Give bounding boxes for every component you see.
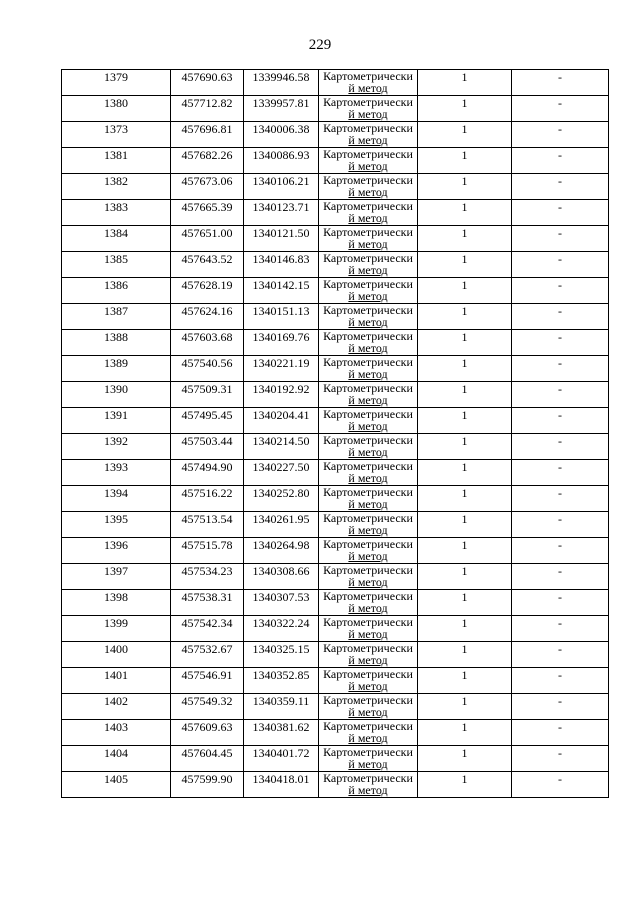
y-coordinate-cell: 1340418.01 xyxy=(244,772,319,798)
note-cell: - xyxy=(512,382,609,408)
note-cell: - xyxy=(512,148,609,174)
method-line-1: Картометрически xyxy=(323,199,413,213)
method-cell xyxy=(319,538,418,564)
accuracy-cell: 1 xyxy=(418,538,512,564)
note-cell: - xyxy=(512,304,609,330)
method-cell xyxy=(319,642,418,668)
x-coordinate-cell: 457673.06 xyxy=(171,174,244,200)
method-cell xyxy=(319,200,418,226)
y-coordinate-cell: 1340325.15 xyxy=(244,642,319,668)
y-coordinate-cell: 1339957.81 xyxy=(244,96,319,122)
method-line-1: Картометрически xyxy=(323,563,413,577)
note-cell: - xyxy=(512,564,609,590)
point-number-cell: 1400 xyxy=(62,642,171,668)
method-line-2: й метод xyxy=(348,445,388,459)
method-line-1: Картометрически xyxy=(323,667,413,681)
method-cell xyxy=(319,486,418,512)
accuracy-cell: 1 xyxy=(418,590,512,616)
method-line-2: й метод xyxy=(348,159,388,173)
method-cell xyxy=(319,330,418,356)
accuracy-cell: 1 xyxy=(418,460,512,486)
y-coordinate-cell: 1340204.41 xyxy=(244,408,319,434)
method-line-1: Картометрически xyxy=(323,355,413,369)
note-cell: - xyxy=(512,96,609,122)
x-coordinate-cell: 457599.90 xyxy=(171,772,244,798)
method-line-2: й метод xyxy=(348,341,388,355)
table-row xyxy=(62,486,609,512)
method-line-2: й метод xyxy=(348,133,388,147)
method-line-2: й метод xyxy=(348,679,388,693)
method-cell xyxy=(319,122,418,148)
accuracy-cell: 1 xyxy=(418,746,512,772)
point-number-cell: 1394 xyxy=(62,486,171,512)
method-cell xyxy=(319,278,418,304)
x-coordinate-cell: 457628.19 xyxy=(171,278,244,304)
point-number-cell: 1379 xyxy=(62,70,171,96)
method-line-1: Картометрически xyxy=(323,589,413,603)
note-cell: - xyxy=(512,122,609,148)
table-row xyxy=(62,564,609,590)
method-line-2: й метод xyxy=(348,497,388,511)
note-cell: - xyxy=(512,226,609,252)
method-line-2: й метод xyxy=(348,81,388,95)
method-line-1: Картометрически xyxy=(323,537,413,551)
method-line-1: Картометрически xyxy=(323,719,413,733)
method-line-2: й метод xyxy=(348,185,388,199)
y-coordinate-cell: 1340151.13 xyxy=(244,304,319,330)
method-cell xyxy=(319,96,418,122)
y-coordinate-cell: 1340307.53 xyxy=(244,590,319,616)
method-line-1: Картометрически xyxy=(323,511,413,525)
method-line-1: Картометрически xyxy=(323,251,413,265)
x-coordinate-cell: 457604.45 xyxy=(171,746,244,772)
accuracy-cell: 1 xyxy=(418,122,512,148)
x-coordinate-cell: 457690.63 xyxy=(171,70,244,96)
x-coordinate-cell: 457495.45 xyxy=(171,408,244,434)
method-cell xyxy=(319,408,418,434)
point-number-cell: 1391 xyxy=(62,408,171,434)
accuracy-cell: 1 xyxy=(418,616,512,642)
x-coordinate-cell: 457643.52 xyxy=(171,252,244,278)
table-row xyxy=(62,226,609,252)
note-cell: - xyxy=(512,668,609,694)
method-line-1: Картометрически xyxy=(323,615,413,629)
method-line-2: й метод xyxy=(348,653,388,667)
method-cell xyxy=(319,356,418,382)
x-coordinate-cell: 457549.32 xyxy=(171,694,244,720)
method-cell xyxy=(319,226,418,252)
y-coordinate-cell: 1340086.93 xyxy=(244,148,319,174)
y-coordinate-cell: 1340401.72 xyxy=(244,746,319,772)
y-coordinate-cell: 1340169.76 xyxy=(244,330,319,356)
x-coordinate-cell: 457696.81 xyxy=(171,122,244,148)
method-cell xyxy=(319,382,418,408)
accuracy-cell: 1 xyxy=(418,200,512,226)
method-line-2: й метод xyxy=(348,783,388,797)
x-coordinate-cell: 457509.31 xyxy=(171,382,244,408)
x-coordinate-cell: 457494.90 xyxy=(171,460,244,486)
note-cell: - xyxy=(512,590,609,616)
method-line-2: й метод xyxy=(348,211,388,225)
method-line-1: Картометрически xyxy=(323,69,413,83)
coordinates-table xyxy=(61,69,609,798)
point-number-cell: 1401 xyxy=(62,668,171,694)
table-row xyxy=(62,252,609,278)
point-number-cell: 1405 xyxy=(62,772,171,798)
y-coordinate-cell: 1340146.83 xyxy=(244,252,319,278)
table-row xyxy=(62,356,609,382)
method-cell xyxy=(319,746,418,772)
method-line-2: й метод xyxy=(348,289,388,303)
method-cell xyxy=(319,590,418,616)
method-line-1: Картометрически xyxy=(323,225,413,239)
method-cell xyxy=(319,434,418,460)
method-cell xyxy=(319,668,418,694)
method-line-1: Картометрически xyxy=(323,303,413,317)
method-cell xyxy=(319,772,418,798)
method-line-2: й метод xyxy=(348,107,388,121)
method-line-1: Картометрически xyxy=(323,95,413,109)
accuracy-cell: 1 xyxy=(418,304,512,330)
point-number-cell: 1397 xyxy=(62,564,171,590)
note-cell: - xyxy=(512,720,609,746)
x-coordinate-cell: 457682.26 xyxy=(171,148,244,174)
method-line-1: Картометрически xyxy=(323,381,413,395)
x-coordinate-cell: 457540.56 xyxy=(171,356,244,382)
accuracy-cell: 1 xyxy=(418,174,512,200)
accuracy-cell: 1 xyxy=(418,252,512,278)
note-cell: - xyxy=(512,642,609,668)
note-cell: - xyxy=(512,356,609,382)
point-number-cell: 1399 xyxy=(62,616,171,642)
table-row xyxy=(62,460,609,486)
y-coordinate-cell: 1340221.19 xyxy=(244,356,319,382)
table-row xyxy=(62,590,609,616)
table-row xyxy=(62,668,609,694)
x-coordinate-cell: 457513.54 xyxy=(171,512,244,538)
point-number-cell: 1395 xyxy=(62,512,171,538)
point-number-cell: 1384 xyxy=(62,226,171,252)
method-line-2: й метод xyxy=(348,627,388,641)
accuracy-cell: 1 xyxy=(418,668,512,694)
y-coordinate-cell: 1340308.66 xyxy=(244,564,319,590)
point-number-cell: 1373 xyxy=(62,122,171,148)
method-line-1: Картометрически xyxy=(323,771,413,785)
table-row xyxy=(62,330,609,356)
point-number-cell: 1383 xyxy=(62,200,171,226)
accuracy-cell: 1 xyxy=(418,330,512,356)
y-coordinate-cell: 1340192.92 xyxy=(244,382,319,408)
y-coordinate-cell: 1340359.11 xyxy=(244,694,319,720)
x-coordinate-cell: 457515.78 xyxy=(171,538,244,564)
note-cell: - xyxy=(512,70,609,96)
table-row xyxy=(62,304,609,330)
method-line-1: Картометрически xyxy=(323,485,413,499)
accuracy-cell: 1 xyxy=(418,278,512,304)
point-number-cell: 1396 xyxy=(62,538,171,564)
table-row xyxy=(62,616,609,642)
method-cell xyxy=(319,70,418,96)
table-row xyxy=(62,70,609,96)
method-line-2: й метод xyxy=(348,237,388,251)
accuracy-cell: 1 xyxy=(418,70,512,96)
y-coordinate-cell: 1340106.21 xyxy=(244,174,319,200)
note-cell: - xyxy=(512,486,609,512)
y-coordinate-cell: 1340227.50 xyxy=(244,460,319,486)
accuracy-cell: 1 xyxy=(418,512,512,538)
x-coordinate-cell: 457624.16 xyxy=(171,304,244,330)
y-coordinate-cell: 1340381.62 xyxy=(244,720,319,746)
method-line-2: й метод xyxy=(348,731,388,745)
method-line-2: й метод xyxy=(348,549,388,563)
x-coordinate-cell: 457516.22 xyxy=(171,486,244,512)
accuracy-cell: 1 xyxy=(418,434,512,460)
table-row xyxy=(62,538,609,564)
accuracy-cell: 1 xyxy=(418,408,512,434)
x-coordinate-cell: 457534.23 xyxy=(171,564,244,590)
accuracy-cell: 1 xyxy=(418,486,512,512)
method-line-1: Картометрически xyxy=(323,173,413,187)
point-number-cell: 1403 xyxy=(62,720,171,746)
accuracy-cell: 1 xyxy=(418,772,512,798)
note-cell: - xyxy=(512,512,609,538)
method-line-2: й метод xyxy=(348,601,388,615)
note-cell: - xyxy=(512,278,609,304)
note-cell: - xyxy=(512,434,609,460)
x-coordinate-cell: 457503.44 xyxy=(171,434,244,460)
note-cell: - xyxy=(512,252,609,278)
x-coordinate-cell: 457603.68 xyxy=(171,330,244,356)
method-line-2: й метод xyxy=(348,263,388,277)
y-coordinate-cell: 1340352.85 xyxy=(244,668,319,694)
method-line-2: й метод xyxy=(348,575,388,589)
method-line-1: Картометрически xyxy=(323,147,413,161)
method-cell xyxy=(319,304,418,330)
note-cell: - xyxy=(512,460,609,486)
accuracy-cell: 1 xyxy=(418,148,512,174)
y-coordinate-cell: 1340123.71 xyxy=(244,200,319,226)
note-cell: - xyxy=(512,538,609,564)
point-number-cell: 1392 xyxy=(62,434,171,460)
table-row xyxy=(62,148,609,174)
method-line-1: Картометрически xyxy=(323,433,413,447)
point-number-cell: 1402 xyxy=(62,694,171,720)
method-line-1: Картометрически xyxy=(323,277,413,291)
method-line-2: й метод xyxy=(348,523,388,537)
point-number-cell: 1393 xyxy=(62,460,171,486)
table-row xyxy=(62,694,609,720)
point-number-cell: 1404 xyxy=(62,746,171,772)
method-cell xyxy=(319,564,418,590)
point-number-cell: 1388 xyxy=(62,330,171,356)
x-coordinate-cell: 457538.31 xyxy=(171,590,244,616)
x-coordinate-cell: 457665.39 xyxy=(171,200,244,226)
method-cell xyxy=(319,616,418,642)
table-body xyxy=(62,70,609,798)
accuracy-cell: 1 xyxy=(418,642,512,668)
table-row xyxy=(62,408,609,434)
method-line-1: Картометрически xyxy=(323,329,413,343)
point-number-cell: 1389 xyxy=(62,356,171,382)
x-coordinate-cell: 457609.63 xyxy=(171,720,244,746)
table-row xyxy=(62,772,609,798)
table-row xyxy=(62,122,609,148)
method-line-1: Картометрически xyxy=(323,641,413,655)
point-number-cell: 1382 xyxy=(62,174,171,200)
method-cell xyxy=(319,512,418,538)
note-cell: - xyxy=(512,174,609,200)
note-cell: - xyxy=(512,616,609,642)
point-number-cell: 1385 xyxy=(62,252,171,278)
x-coordinate-cell: 457651.00 xyxy=(171,226,244,252)
method-cell xyxy=(319,694,418,720)
note-cell: - xyxy=(512,746,609,772)
method-line-2: й метод xyxy=(348,367,388,381)
note-cell: - xyxy=(512,772,609,798)
method-cell xyxy=(319,252,418,278)
x-coordinate-cell: 457542.34 xyxy=(171,616,244,642)
table-row xyxy=(62,382,609,408)
note-cell: - xyxy=(512,200,609,226)
method-line-2: й метод xyxy=(348,393,388,407)
x-coordinate-cell: 457532.67 xyxy=(171,642,244,668)
table-row xyxy=(62,278,609,304)
method-line-2: й метод xyxy=(348,705,388,719)
method-cell xyxy=(319,148,418,174)
table-row xyxy=(62,642,609,668)
y-coordinate-cell: 1340264.98 xyxy=(244,538,319,564)
table-row xyxy=(62,512,609,538)
x-coordinate-cell: 457712.82 xyxy=(171,96,244,122)
y-coordinate-cell: 1340252.80 xyxy=(244,486,319,512)
accuracy-cell: 1 xyxy=(418,226,512,252)
y-coordinate-cell: 1340261.95 xyxy=(244,512,319,538)
table-row xyxy=(62,96,609,122)
page-number: 229 xyxy=(308,37,332,53)
accuracy-cell: 1 xyxy=(418,564,512,590)
method-line-1: Картометрически xyxy=(323,407,413,421)
method-line-2: й метод xyxy=(348,419,388,433)
table-row xyxy=(62,174,609,200)
method-line-1: Картометрически xyxy=(323,745,413,759)
method-line-1: Картометрически xyxy=(323,459,413,473)
method-line-2: й метод xyxy=(348,757,388,771)
point-number-cell: 1381 xyxy=(62,148,171,174)
note-cell: - xyxy=(512,330,609,356)
note-cell: - xyxy=(512,694,609,720)
table-row xyxy=(62,200,609,226)
method-line-1: Картометрически xyxy=(323,121,413,135)
y-coordinate-cell: 1340006.38 xyxy=(244,122,319,148)
point-number-cell: 1398 xyxy=(62,590,171,616)
y-coordinate-cell: 1340214.50 xyxy=(244,434,319,460)
method-cell xyxy=(319,460,418,486)
accuracy-cell: 1 xyxy=(418,382,512,408)
point-number-cell: 1386 xyxy=(62,278,171,304)
table-row xyxy=(62,720,609,746)
accuracy-cell: 1 xyxy=(418,720,512,746)
y-coordinate-cell: 1340142.15 xyxy=(244,278,319,304)
accuracy-cell: 1 xyxy=(418,694,512,720)
method-line-2: й метод xyxy=(348,315,388,329)
accuracy-cell: 1 xyxy=(418,96,512,122)
point-number-cell: 1387 xyxy=(62,304,171,330)
method-cell xyxy=(319,720,418,746)
method-cell xyxy=(319,174,418,200)
point-number-cell: 1380 xyxy=(62,96,171,122)
note-cell: - xyxy=(512,408,609,434)
table-row xyxy=(62,746,609,772)
point-number-cell: 1390 xyxy=(62,382,171,408)
method-line-1: Картометрически xyxy=(323,693,413,707)
x-coordinate-cell: 457546.91 xyxy=(171,668,244,694)
method-line-2: й метод xyxy=(348,471,388,485)
accuracy-cell: 1 xyxy=(418,356,512,382)
table-row xyxy=(62,434,609,460)
y-coordinate-cell: 1340121.50 xyxy=(244,226,319,252)
y-coordinate-cell: 1339946.58 xyxy=(244,70,319,96)
y-coordinate-cell: 1340322.24 xyxy=(244,616,319,642)
